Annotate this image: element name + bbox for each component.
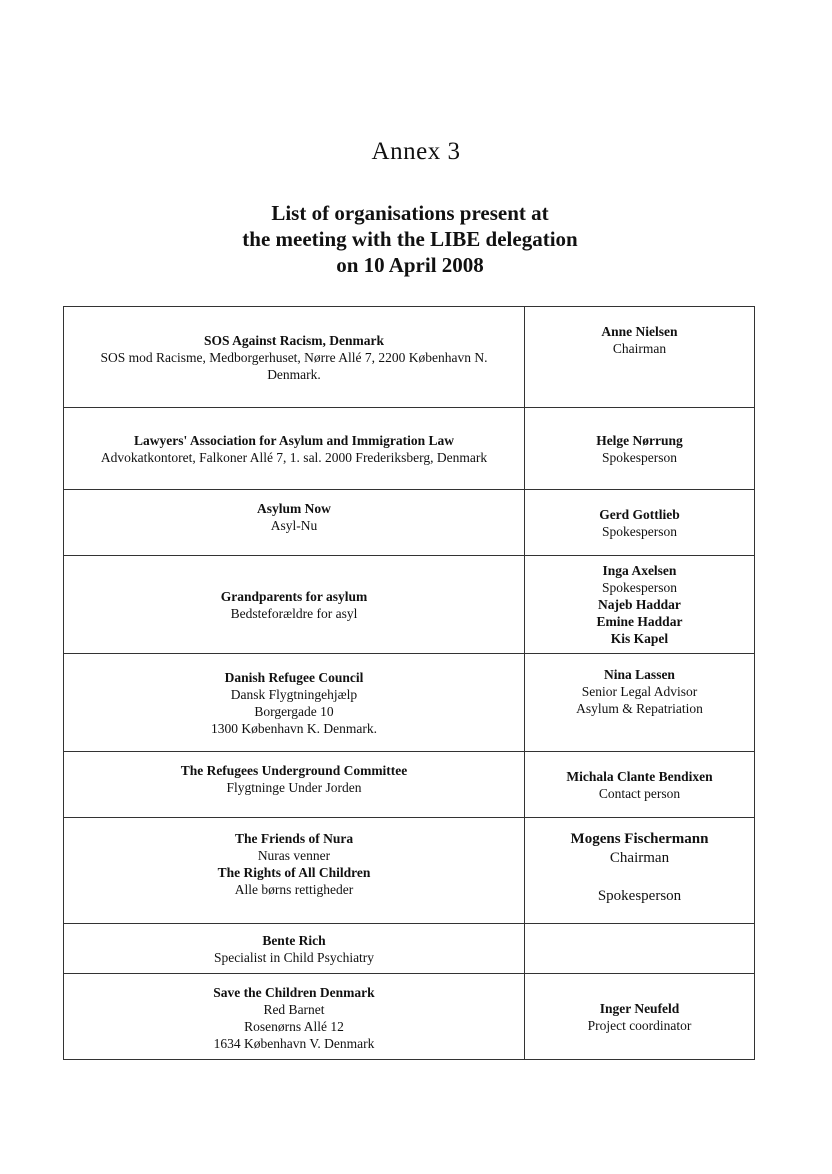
organisation-cell: [64, 752, 525, 817]
contact-role: Chairman: [612, 341, 667, 356]
organisation-address: Advokatkontoret, Falkoner Allé 7, 1. sal. 2000 Frederiksberg, Denmark: [100, 449, 488, 465]
table-row: [64, 490, 754, 556]
subtitle-line: on 10 April 2008: [336, 253, 484, 277]
organisation-alt-name: Red Barnet: [263, 1002, 325, 1017]
organisation-cell: [64, 307, 525, 407]
contact-cell: [525, 307, 754, 407]
organisation-alt-name: Alle børns rettigheder: [234, 882, 354, 897]
contact-role: Spokesperson: [602, 580, 677, 595]
contact-name: Mogens Fischermann: [570, 831, 709, 847]
organisation-cell: [64, 818, 525, 923]
contact-role: Asylum & Repatriation: [576, 701, 703, 716]
contact-role: Spokesperson: [602, 449, 677, 465]
page-title: Annex 3: [371, 138, 461, 165]
table-row: [64, 307, 754, 408]
contact-name: Inga Axelsen: [602, 563, 677, 578]
organisation-name: Grandparents for asylum: [220, 588, 368, 604]
organisation-cell: [64, 556, 525, 653]
contact-cell: [525, 408, 754, 489]
organisation-name: Asylum Now: [257, 501, 331, 516]
contact-role: Senior Legal Advisor: [581, 684, 698, 699]
organisation-name: The Friends of Nura: [234, 831, 354, 846]
organisation-address: 1300 København K. Denmark.: [210, 720, 378, 736]
organisation-name: The Rights of All Children: [217, 865, 371, 880]
organisation-name: Save the Children Denmark: [213, 985, 375, 1000]
organisation-cell: [64, 408, 525, 489]
contact-cell: [525, 490, 754, 555]
organisation-alt-name: Bedsteforældre for asyl: [230, 605, 358, 621]
contact-name: Najeb Haddar: [598, 597, 681, 612]
document-subtitle: [0, 200, 820, 278]
table-row: [64, 752, 754, 818]
organisation-name: The Refugees Underground Committee: [180, 763, 408, 778]
organisation-cell: [64, 490, 525, 555]
table-row: [64, 654, 754, 752]
organisation-alt-name: Nuras venner: [257, 848, 331, 863]
contact-cell: [525, 924, 754, 973]
spacer: [525, 868, 754, 887]
contact-role: Spokesperson: [597, 888, 682, 904]
contact-role: Contact person: [598, 785, 681, 801]
contact-name: Nina Lassen: [604, 667, 675, 682]
organisation-name: Lawyers' Association for Asylum and Immigration Law: [133, 432, 455, 448]
organisation-alt-name: Flygtninge Under Jorden: [226, 780, 362, 795]
table-row: [64, 556, 754, 654]
contact-role: Chairman: [609, 850, 670, 866]
table-row: [64, 974, 754, 1060]
organisation-cell: [64, 974, 525, 1059]
organisation-address: SOS mod Racisme, Medborgerhuset, Nørre Allé 7, 2200 København N.: [100, 349, 488, 365]
organisations-table: [63, 306, 755, 1060]
organisation-address: Denmark.: [267, 366, 321, 382]
subtitle-line: List of organisations present at: [271, 201, 549, 225]
organisation-name: Danish Refugee Council: [224, 669, 364, 685]
organisation-address: Rosenørns Allé 12: [244, 1019, 344, 1034]
contact-role: Project coordinator: [587, 1017, 692, 1033]
contact-name: Gerd Gottlieb: [599, 506, 680, 522]
organisation-address: 1634 København V. Denmark: [213, 1036, 375, 1051]
organisation-alt-name: Asyl-Nu: [270, 518, 318, 533]
table-row: [64, 818, 754, 924]
table-row: [64, 408, 754, 490]
organisation-alt-name: Dansk Flygtningehjælp: [230, 686, 358, 702]
table-row: [64, 924, 754, 974]
contact-role: Spokesperson: [602, 523, 677, 539]
contact-name: Kis Kapel: [610, 631, 669, 646]
organisation-cell: [64, 924, 525, 973]
contact-name: Anne Nielsen: [601, 324, 678, 339]
contact-cell: [525, 654, 754, 751]
organisation-name: Bente Rich: [262, 932, 326, 948]
contact-cell: [525, 974, 754, 1059]
contact-name: Helge Nørrung: [596, 432, 683, 448]
contact-name: Inger Neufeld: [599, 1000, 680, 1016]
subtitle-line: the meeting with the LIBE delegation: [242, 227, 578, 251]
contact-cell: [525, 752, 754, 817]
organisation-name: SOS Against Racism, Denmark: [203, 332, 384, 348]
contact-name: Emine Haddar: [596, 614, 683, 629]
contact-cell: [525, 818, 754, 923]
contact-name: Michala Clante Bendixen: [566, 768, 713, 784]
organisation-alt-name: Specialist in Child Psychiatry: [213, 949, 375, 965]
organisation-address: Borgergade 10: [254, 703, 334, 719]
organisation-cell: [64, 654, 525, 751]
contact-cell: [525, 556, 754, 653]
